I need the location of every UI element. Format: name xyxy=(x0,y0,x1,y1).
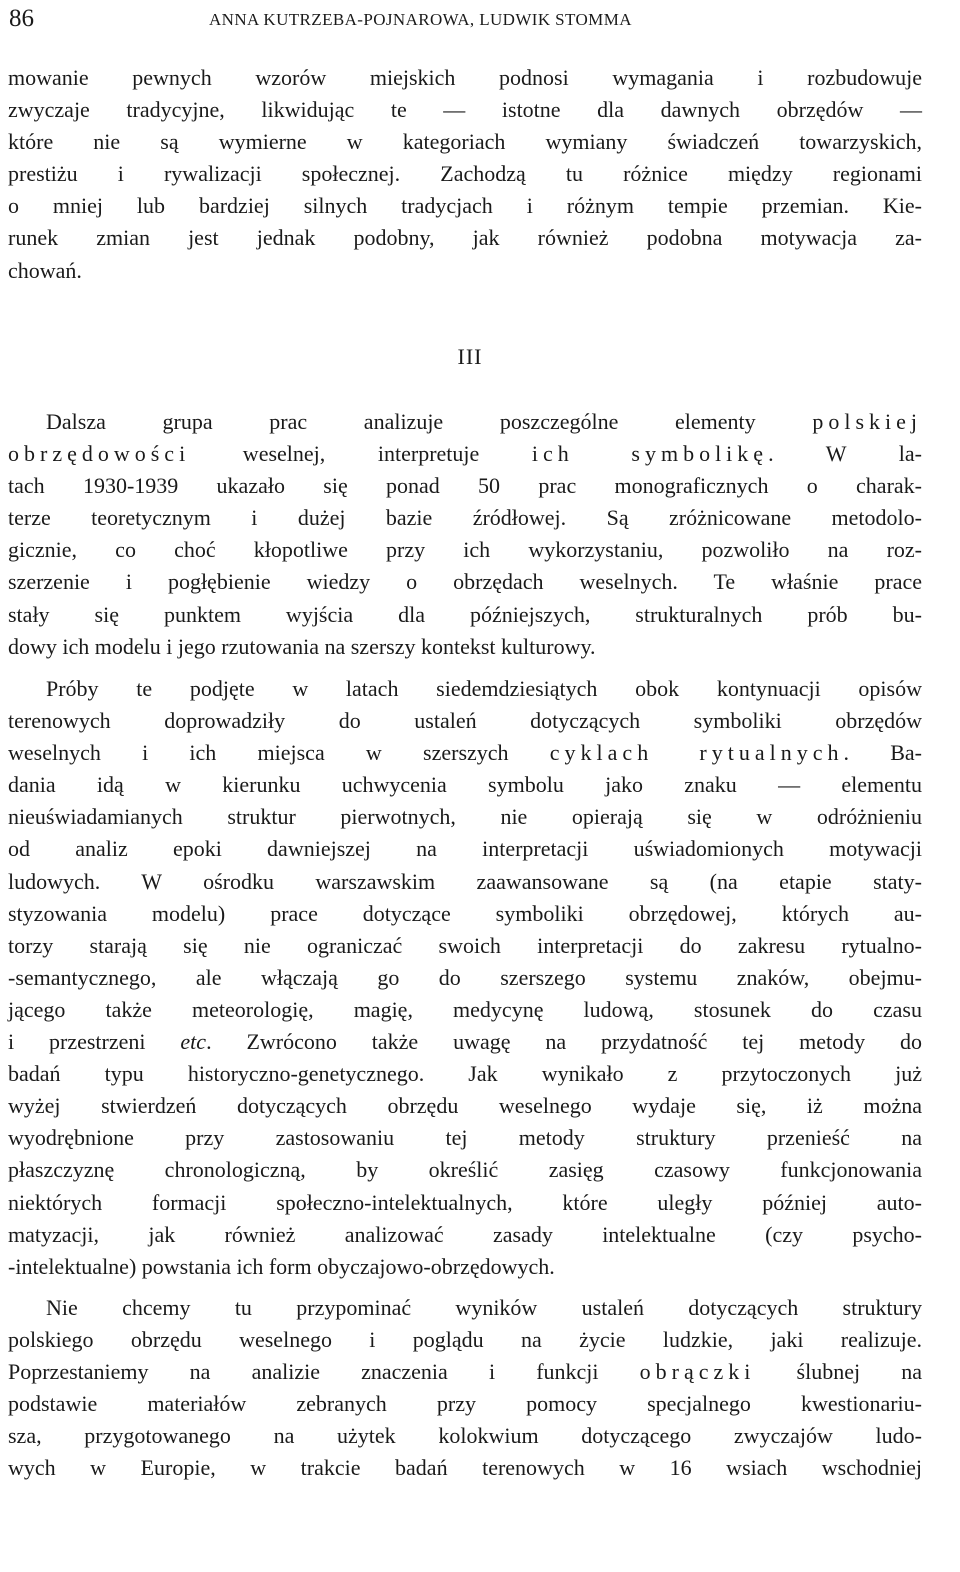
text-line: sza, przygotowanego na użytek kolokwium dotyczącego zwyczajów ludo- xyxy=(8,1423,922,1449)
text-line: badań typu historyczno-genetycznego. Jak wynikało z przytoczonych już xyxy=(8,1061,922,1087)
paragraph-1 xyxy=(8,62,922,287)
text-line: wyodrębnione przy zastosowaniu tej metody struktury przenieść na xyxy=(8,1125,922,1151)
text-line: od analiz epoki dawniejszej na interpretacji uświadomionych motywacji xyxy=(8,836,922,862)
spaced-text: polskiej xyxy=(812,409,922,434)
italic-text: etc xyxy=(180,1029,207,1055)
text-line: Nie chcemy tu przypominać wyników ustaleń dotyczących struktury xyxy=(46,1295,922,1320)
text-run: ślubnej na xyxy=(755,1359,922,1385)
text-run: Dalsza grupa prac analizuje poszczególne elementy xyxy=(46,409,813,434)
spaced-text: ich symbolikę xyxy=(531,441,769,467)
text-run: weselnej, interpretuje xyxy=(190,441,532,467)
text-line: niektórych formacji społeczno-intelektualnych, które uległy później auto- xyxy=(8,1189,922,1215)
paragraph-3 xyxy=(8,673,922,1283)
spaced-text: obrzędowości xyxy=(8,441,191,467)
text-line: gicznie, co choć kłopotliwe przy ich wykorzystaniu, pozwoliło na roz- xyxy=(8,537,922,563)
page-header xyxy=(9,2,920,38)
text-run: weselnych i ich miejsca w szerszych xyxy=(8,740,550,766)
text-line: runek zmian jest jednak podobny, jak również podobna motywacja za- xyxy=(8,225,922,251)
text-line: torzy starają się nie ograniczać swoich interpretacji do zakresu rytualno- xyxy=(8,932,922,958)
text-line: dowy ich modelu i jego rzutowania na szerszy kontekst kulturowy. xyxy=(8,633,596,659)
spaced-text: cyklach rytualnych xyxy=(549,740,844,766)
text-run: . W la- xyxy=(768,441,922,467)
text-line: terenowych doprowadziły do ustaleń dotyczących symboliki obrzędów xyxy=(8,708,922,734)
text-line: chowań. xyxy=(8,257,82,283)
text-run: . Zwrócono także uwagę na przydatność tej metody do xyxy=(206,1029,923,1055)
text-line: terze teoretycznym i dużej bazie źródłowej. Są zróżnicowane metodolo- xyxy=(8,505,922,531)
text-line: -intelektualne) powstania ich form obyczajowo-obrzędowych. xyxy=(8,1253,555,1279)
text-line xyxy=(8,1026,922,1058)
text-line: tach 1930-1939 ukazało się ponad 50 prac monograficznych o charak- xyxy=(8,473,922,499)
text-run: Poprzestaniemy na analizie znaczenia i funkcji xyxy=(8,1359,640,1385)
text-line: -semantycznego, ale włączają go do szerszego systemu znaków, obejmu- xyxy=(8,964,922,990)
text-line: ludowych. W ośrodku warszawskim zaawansowane są (na etapie staty- xyxy=(8,868,922,894)
text-line: matyzacji, jak również analizować zasady intelektualne (czy psycho- xyxy=(8,1221,922,1247)
text-line: prestiżu i rywalizacji społecznej. Zachodzą tu różnice między regionami xyxy=(8,161,922,187)
text-line: styzowania modelu) prace dotyczące symboliki obrzędowej, których au- xyxy=(8,900,922,926)
spaced-text: obrączki xyxy=(639,1359,756,1385)
text-line xyxy=(8,406,922,438)
text-line xyxy=(8,438,922,470)
running-head: ANNA KUTRZEBA-POJNAROWA, LUDWIK STOMMA xyxy=(209,10,632,29)
text-line: jącego także meteorologię, magię, medycynę ludową, stosunek do czasu xyxy=(8,996,922,1022)
section-heading: III xyxy=(457,344,483,369)
text-run: . Ba- xyxy=(843,740,922,766)
text-line: Próby te podjęte w latach siedemdziesiątych obok kontynuacji opisów xyxy=(46,676,922,701)
text-line: nieuświadamianych struktur pierwotnych, nie opierają się w odróżnieniu xyxy=(8,804,922,830)
text-line: polskiego obrzędu weselnego i poglądu na życie ludzkie, jaki realizuje. xyxy=(8,1327,922,1353)
text-line: zwyczaje tradycyjne, likwidując te — istotne dla dawnych obrzędów — xyxy=(8,97,922,123)
text-line: stały się punktem wyjścia dla późniejszych, strukturalnych prób bu- xyxy=(8,601,922,627)
text-line: płaszczyznę chronologiczną, by określić zasięg czasowy funkcjonowania xyxy=(8,1157,922,1183)
text-line: podstawie materiałów zebranych przy pomocy specjalnego kwestionariu- xyxy=(8,1391,922,1417)
text-line: szerzenie i pogłębienie wiedzy o obrzędach weselnych. Te właśnie prace xyxy=(8,569,922,595)
text-line: dania idą w kierunku uchwycenia symbolu jako znaku — elementu xyxy=(8,772,922,798)
paragraph-4 xyxy=(8,1292,922,1485)
text-line xyxy=(8,1356,922,1388)
text-line: mowanie pewnych wzorów miejskich podnosi wymagania i rozbudowuje xyxy=(8,65,922,90)
text-line: wych w Europie, w trakcie badań terenowych w 16 wsiach wschodniej xyxy=(8,1455,922,1481)
text-line: które nie są wymierne w kategoriach wymiany świadczeń towarzyskich, xyxy=(8,129,922,155)
text-line xyxy=(8,737,922,769)
text-run: i przestrzeni xyxy=(8,1029,181,1055)
text-line: o mniej lub bardziej silnych tradycjach i różnym tempie przemian. Kie- xyxy=(8,193,922,219)
text-line: wyżej stwierdzeń dotyczących obrzędu weselnego wydaje się, iż można xyxy=(8,1093,922,1119)
page-number: 86 xyxy=(9,5,34,32)
paragraph-2 xyxy=(8,406,922,663)
